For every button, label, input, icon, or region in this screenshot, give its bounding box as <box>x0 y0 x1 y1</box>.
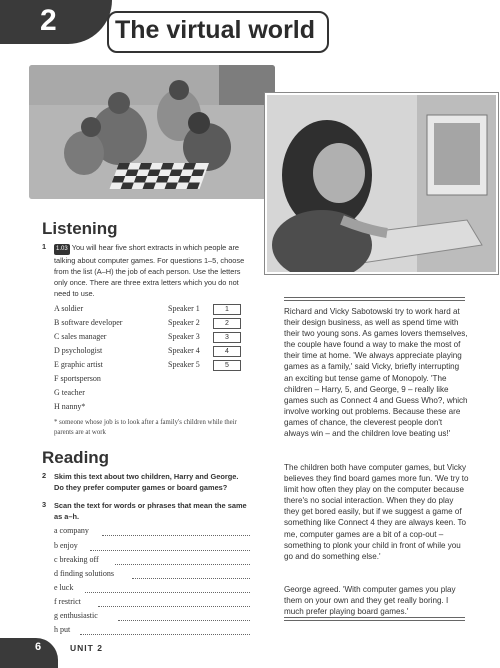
q3-number: 3 <box>42 500 47 509</box>
speaker-3-label: Speaker 3 <box>168 332 200 341</box>
q1-number: 1 <box>42 242 47 251</box>
page-number-tab <box>0 638 58 668</box>
word-e: e luck <box>54 583 74 592</box>
article-top-rule <box>284 297 465 298</box>
option-b: B software developer <box>54 318 123 327</box>
option-c: C sales manager <box>54 332 107 341</box>
option-g: G teacher <box>54 388 85 397</box>
article-paragraph-3: George agreed. 'With computer games you play them on your own and they get really boring. I much prefer playing board games.' <box>284 585 456 617</box>
listening-heading: Listening <box>42 219 118 238</box>
cd-track-icon: 1.03 <box>54 244 70 255</box>
answer-line-a[interactable] <box>102 534 250 536</box>
speaker-2-label: Speaker 2 <box>168 318 200 327</box>
answer-box-5[interactable]: 5 <box>213 360 241 371</box>
speaker-4-label: Speaker 4 <box>168 346 200 355</box>
q3-instructions: Scan the text for words or phrases that mean the same as a–h. <box>54 501 247 521</box>
unit-number: 2 <box>40 4 57 37</box>
word-d: d finding solutions <box>54 569 115 578</box>
answer-line-c[interactable] <box>115 563 250 565</box>
answer-line-d[interactable] <box>132 577 250 579</box>
answer-line-f[interactable] <box>98 605 250 607</box>
article-paragraph-2: The children both have computer games, but Vicky believes they find board games more fun. 'We try to limit how often they play on the computer because there's no social interaction. When they do play they get bored easily, but if we suggest a game of something like Connect 4 they are always keen. To me, computer games are a bit of a cop-out – something to plonk your child in front of while you go and do something else.' <box>284 463 469 561</box>
word-a: a company <box>54 526 89 535</box>
q2-number: 2 <box>42 471 47 480</box>
speaker-5-label: Speaker 5 <box>168 360 200 369</box>
title-box <box>107 11 329 53</box>
answer-line-g[interactable] <box>118 619 250 621</box>
option-d: D psychologist <box>54 346 103 355</box>
option-f: F sportsperson <box>54 374 101 383</box>
answer-box-1[interactable]: 1 <box>213 304 241 315</box>
answer-box-3[interactable]: 3 <box>213 332 241 343</box>
child-computer-photo <box>265 93 498 274</box>
word-b: b enjoy <box>54 541 78 550</box>
word-f: f restrict <box>54 597 81 606</box>
word-h: h put <box>54 625 71 634</box>
page-title: The virtual world <box>115 16 316 44</box>
unit-label: UNIT 2 <box>70 643 103 653</box>
answer-line-b[interactable] <box>90 549 250 551</box>
article-bottom-rule-2 <box>284 620 465 621</box>
word-c: c breaking off <box>54 555 99 564</box>
speaker-1-label: Speaker 1 <box>168 304 200 313</box>
page-number: 6 <box>35 641 42 653</box>
option-a: A soldier <box>54 304 84 313</box>
article-bottom-rule <box>284 617 465 618</box>
option-e: E graphic artist <box>54 360 103 369</box>
article-paragraph-1: Richard and Vicky Sabotowski try to work hard at their design business, as well as spend time with their two young sons. As games lovers themselves, the couple have found a way to make the most of their time at home. 'We always appreciate playing games as a family,' said Vicky, briefly interrupting an exciting but tense game of Monopoly. 'The children – Harry, 5, and George, 9 – really like games such as Connect 4 and Guess Who?, which involve working out problems. Because these are games of chance, the cleverest people don't always win – and the children love beating us!' <box>284 307 468 439</box>
answer-line-h[interactable] <box>80 633 250 635</box>
footnote: * someone whose job is to look after a family's children while their parents are at work <box>54 419 237 436</box>
word-g: g enthusiastic <box>54 611 98 620</box>
answer-box-2[interactable]: 2 <box>213 318 241 329</box>
q2-instructions: Skim this text about two children, Harry and George. Do they prefer computer games or board games? <box>54 472 239 492</box>
q1-instructions: 1.03 You will hear five short extracts in which people are talking about computer games. For questions 1–5, choose from the list (A–H) the job of each person. Use the letters only once. There are three extra letters which you do not need to use. <box>54 243 245 298</box>
reading-heading: Reading <box>42 448 110 467</box>
answer-line-e[interactable] <box>85 591 250 593</box>
article-top-rule-2 <box>284 300 465 301</box>
family-chess-photo <box>29 65 275 199</box>
answer-box-4[interactable]: 4 <box>213 346 241 357</box>
option-h: H nanny* <box>54 402 86 411</box>
